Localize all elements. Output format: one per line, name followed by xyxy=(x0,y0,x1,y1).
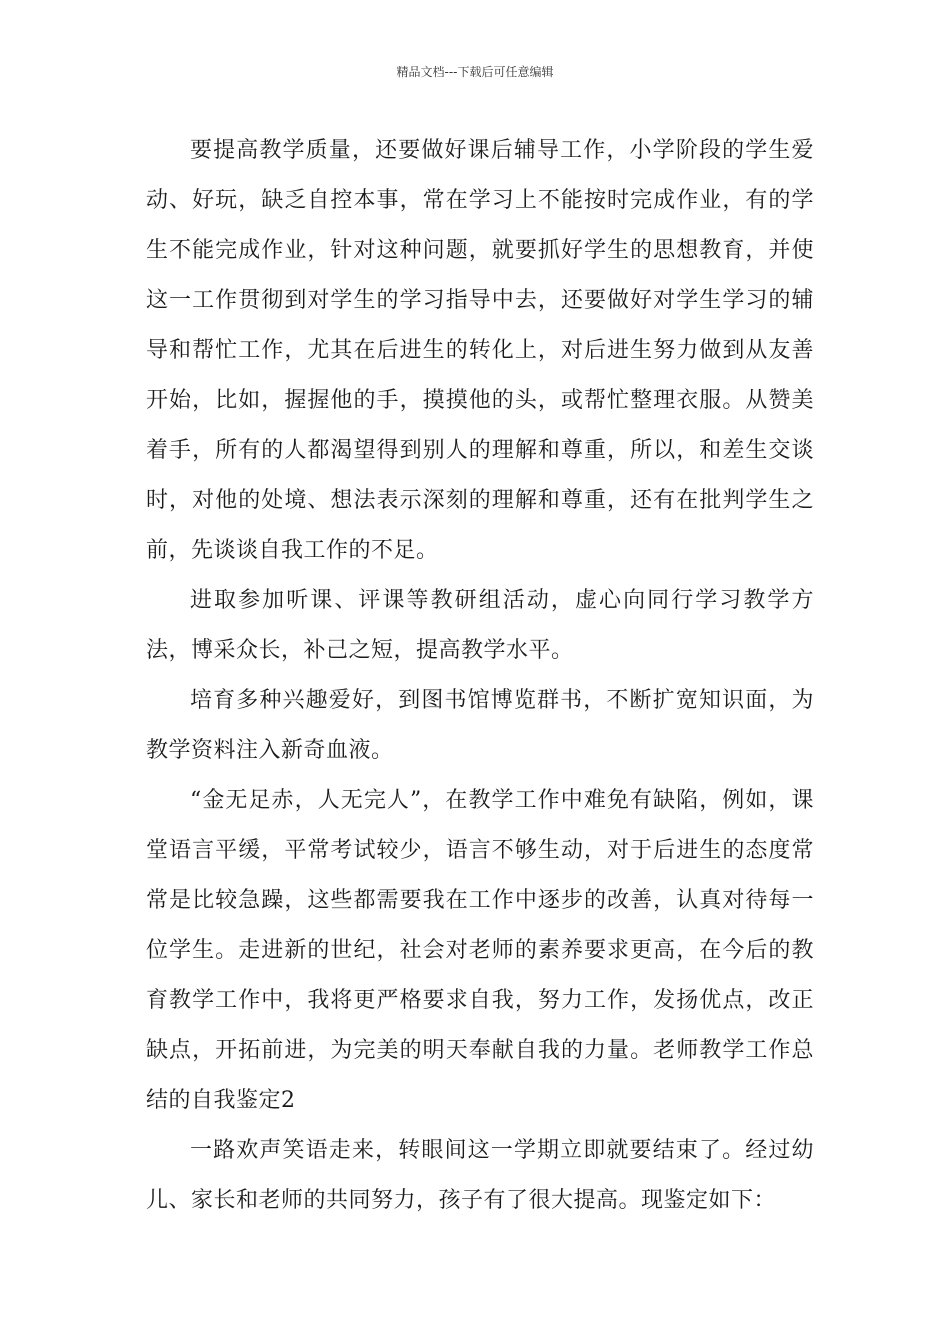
page-header: 精品文档---下载后可任意编辑 xyxy=(396,65,554,79)
paragraph-semester-summary: 一路欢声笑语走来，转眼间这一学期立即就要结束了。经过幼儿、家长和老师的共同努力，孩子有了很大提高。现鉴定如下： xyxy=(146,1138,814,1213)
paragraph-tutoring: 要提高教学质量，还要做好课后辅导工作，小学阶段的学生爱动、好玩，缺乏自控本事，常在学习上不能按时完成作业，有的学生不能完成作业，针对这种问题，就要抓好学生的思想教育，并使这一工作贯彻到对学生的学习指导中去，还要做好对学生学习的辅导和帮忙工作，尤其在后进生的转化上，对后进生努力做到从友善开始，比如，握握他的手，摸摸他的头，或帮忙整理衣服。从赞美着手，所有的人都渴望得到别人的理解和尊重，所以，和差生交谈时，对他的处境、想法表示深刻的理解和尊重，还有在批判学生之前，先谈谈自我工作的不足。 xyxy=(146,138,814,563)
paragraph-shortcomings: “金无足赤，人无完人”，在教学工作中难免有缺陷，例如，课堂语言平缓，平常考试较少，语言不够生动，对于后进生的态度常常是比较急躁，这些都需要我在工作中逐步的改善，认真对待每一位学生。走进新的世纪，社会对老师的素养要求更高，在今后的教育教学工作中，我将更严格要求自我，努力工作，发扬优点，改正缺点，开拓前进，为完美的明天奉献自我的力量。老师教学工作总结的自我鉴定2 xyxy=(146,788,814,1113)
document-body xyxy=(146,126,814,1226)
paragraph-interests: 培育多种兴趣爱好，到图书馆博览群书，不断扩宽知识面，为教学资料注入新奇血液。 xyxy=(146,688,814,763)
paragraph-teaching-research: 进取参加听课、评课等教研组活动，虚心向同行学习教学方法，博采众长，补己之短，提高教学水平。 xyxy=(146,588,814,663)
